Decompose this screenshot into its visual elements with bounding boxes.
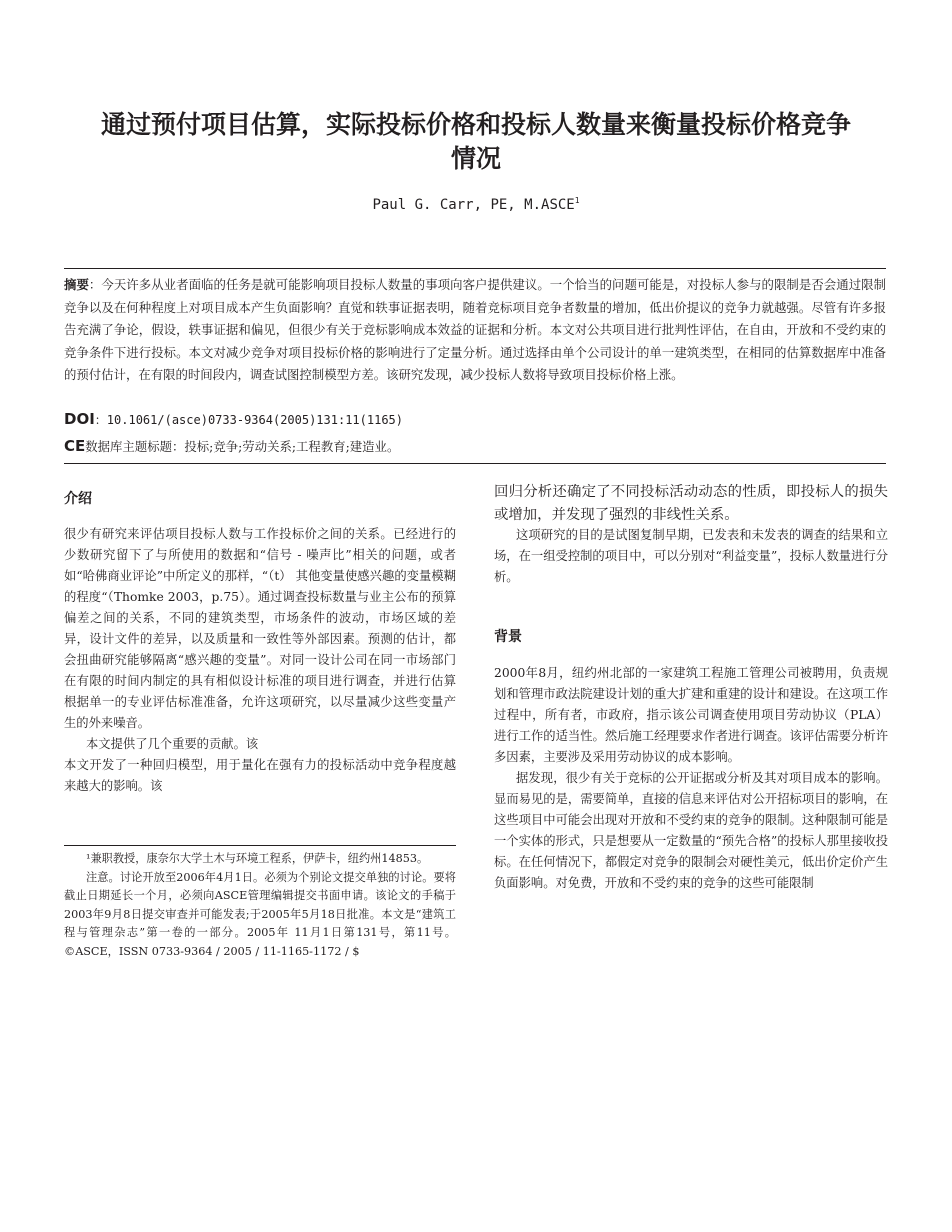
author-line bbox=[100, 196, 852, 213]
section-heading-introduction: 介绍 bbox=[64, 491, 92, 507]
section-heading-background: 背景 bbox=[494, 629, 522, 645]
right-paragraph-1: 这项研究的目的是试图复制早期，已发表和未发表的调查的结果和立场，在一组受控制的项目中，可以分别对“利益变量”，投标人数量进行分析。 bbox=[494, 528, 888, 584]
abstract-top-rule bbox=[64, 268, 886, 269]
intro-paragraph-2: 本文提供了几个重要的贡献。该 bbox=[86, 737, 259, 751]
ce-label: CE bbox=[64, 437, 86, 455]
right-column-body bbox=[494, 663, 888, 894]
footnote-note: 注意。讨论开放至2006年4月1日。必须为个别论文提交单独的讨论。要将截止日期延长一个月，必须向ASCE管理编辑提交书面申请。该论文的手稿于2003年9月8日提交审查并可能发表;于2005年5月18日批准。本文是“建筑工程与管理杂志”第一卷的一部分。2005年 11月1日第131号，第11号。©ASCE，ISSN 0733-9364 / 2005 / 11-1165-1172 / $ bbox=[64, 870, 456, 958]
author-footnote-mark: 1 bbox=[574, 196, 580, 205]
paper-title: 通过预付项目估算，实际投标价格和投标人数量来衡量投标价格竞争情况 bbox=[100, 110, 851, 173]
intro-paragraph-3: 本文开发了一种回归模型，用于量化在强有力的投标活动中竞争程度越来越大的影响。该 bbox=[64, 758, 456, 793]
abstract-bottom-rule bbox=[64, 463, 886, 464]
left-column-body bbox=[64, 524, 456, 797]
ce-text: 数据库主题标题：投标;竞争;劳动关系;工程教育;建造业。 bbox=[85, 439, 400, 454]
ce-headings-line bbox=[64, 437, 886, 455]
footnotes bbox=[64, 850, 456, 962]
doi-text: ：10.1061/(asce)0733-9364(2005)131:11(1165) bbox=[94, 413, 404, 427]
doi-line bbox=[64, 410, 886, 428]
background-paragraph-1: 2000年8月，纽约州北部的一家建筑工程施工管理公司被聘用，负责规划和管理市政法院建设计划的重大扩建和重建的设计和建设。在这项工作过程中，所有者，市政府，指示该公司调查使用项目劳动协议（PLA）进行工作的适当性。然后施工经理要求作者进行调查。该评估需要分析许多因素，主要涉及采用劳动协议的成本影响。 bbox=[494, 666, 888, 764]
intro-paragraph-1: 很少有研究来评估项目投标人数与工作投标价之间的关系。已经进行的少数研究留下了与所使用的数据和“信号 - 噪声比”相关的问题，或者如“哈佛商业评论”中所定义的那样，“（t） 其他变量使感兴趣的变量模糊的程度“（Thomke 2003，p.75）。通过调查投标数量与业主公布的预算偏差之间的关系，不同的建筑类型，市场条件的波动，市场区域的差异，设计文件的差异，以及质量和一致性等外部因素。预测的估计，都会扭曲研究能够隔离“感兴趣的变量”。对同一设计公司在同一市场部门在有限的时间内制定的具有相似设计标准的项目进行调查，并进行估算根据单一的专业评估标准准备，允许这项研究，以尽量减少这些变量产生的外来噪音。 bbox=[64, 527, 456, 730]
abstract bbox=[64, 274, 886, 387]
footnote-affiliation: ¹兼职教授，康奈尔大学土木与环境工程系，伊萨卡，纽约州14853。 bbox=[86, 852, 429, 865]
right-column-paragraph-1 bbox=[494, 525, 888, 588]
background-paragraph-2: 据发现，很少有关于竞标的公开证据或分析及其对项目成本的影响。显而易见的是，需要简单，直接的信息来评估对公开招标项目的影响，在这些项目中可能会出现对开放和不受约束的竞争的限制。这种限制可能是一个实体的形式，只是想要从一定数量的“预先合格”的投标人那里接收投标。在任何情况下，都假定对竞争的限制会对硬性美元，低出价定价产生负面影响。对免费，开放和不受约束的竞争的这些可能限制 bbox=[494, 771, 888, 890]
abstract-text: ：今天许多从业者面临的任务是就可能影响项目投标人数量的事项向客户提供建议。一个恰当的问题可能是，对投标人参与的限制是否会通过限制竞争以及在何种程度上对项目成本产生负面影响？直觉和轶事证据表明，随着竞标项目竞争者数量的增加，低出价提议的竞争力就越强。尽管有许多报告充满了争论，假设，轶事证据和偏见，但很少有关于竞标影响成本效益的证据和分析。本文对公共项目进行批判性评估，在自由，开放和不受约束的竞争条件下进行投标。本文对减少竞争对项目投标价格的影响进行了定量分析。通过选择由单个公司设计的单一建筑类型，在相同的估算数据库中准备的预付估计，在有限的时间段内，调查试图控制模型方差。该研究发现，减少投标人数将导致项目投标价格上涨。 bbox=[64, 277, 887, 382]
right-column-continuation: 回归分析还确定了不同投标活动动态的性质，即投标人的损失或增加，并发现了强烈的非线性关系。 bbox=[494, 484, 888, 523]
author-name: Paul G. Carr, PE, M.ASCE bbox=[372, 197, 575, 213]
footnote-rule bbox=[64, 845, 456, 846]
doi-label: DOI bbox=[64, 410, 95, 428]
abstract-label: 摘要 bbox=[64, 277, 89, 292]
